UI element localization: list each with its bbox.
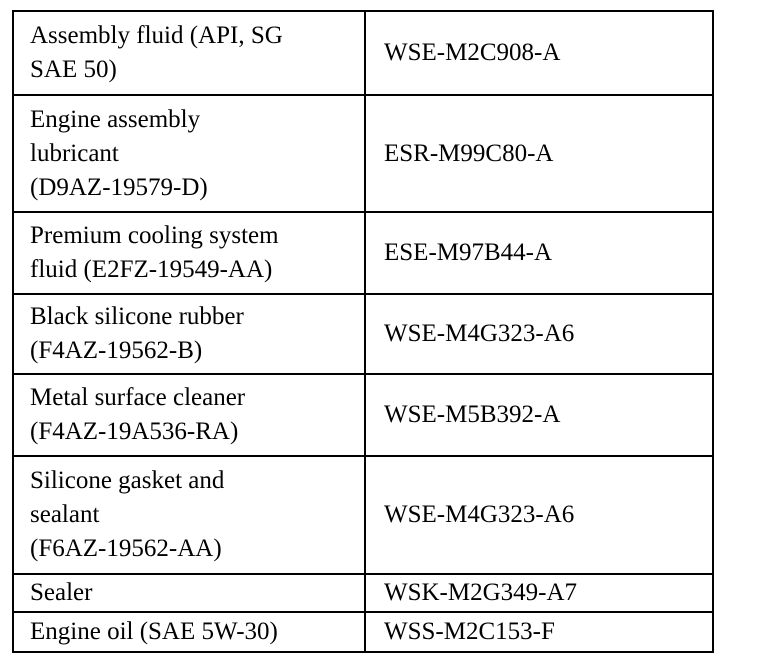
table-row [13, 574, 713, 612]
materials-table-container [12, 10, 712, 653]
material-cell: Metal surface cleaner (F4AZ-19A536-RA) [13, 374, 365, 456]
specification-cell: ESE-M97B44-A [365, 212, 713, 294]
material-cell: Sealer [13, 574, 365, 612]
material-cell: Premium cooling system fluid (E2FZ-19549-AA) [13, 212, 365, 294]
specification-cell: WSE-M5B392-A [365, 374, 713, 456]
material-cell: Silicone gasket and sealant (F6AZ-19562-AA) [13, 456, 365, 574]
table-row [13, 11, 713, 95]
table-row [13, 374, 713, 456]
material-cell: Engine assembly lubricant (D9AZ-19579-D) [13, 95, 365, 212]
specification-cell: WSE-M4G323-A6 [365, 294, 713, 374]
material-cell: Black silicone rubber (F4AZ-19562-B) [13, 294, 365, 374]
specification-cell: ESR-M99C80-A [365, 95, 713, 212]
material-cell: Engine oil (SAE 5W-30) [13, 612, 365, 652]
material-cell: Assembly fluid (API, SG SAE 50) [13, 11, 365, 95]
table-row [13, 294, 713, 374]
table-row [13, 95, 713, 212]
table-row [13, 612, 713, 652]
materials-spec-table [12, 10, 714, 653]
table-row [13, 456, 713, 574]
table-row [13, 212, 713, 294]
specification-cell: WSK-M2G349-A7 [365, 574, 713, 612]
specification-cell: WSE-M4G323-A6 [365, 456, 713, 574]
specification-cell: WSS-M2C153-F [365, 612, 713, 652]
specification-cell: WSE-M2C908-A [365, 11, 713, 95]
